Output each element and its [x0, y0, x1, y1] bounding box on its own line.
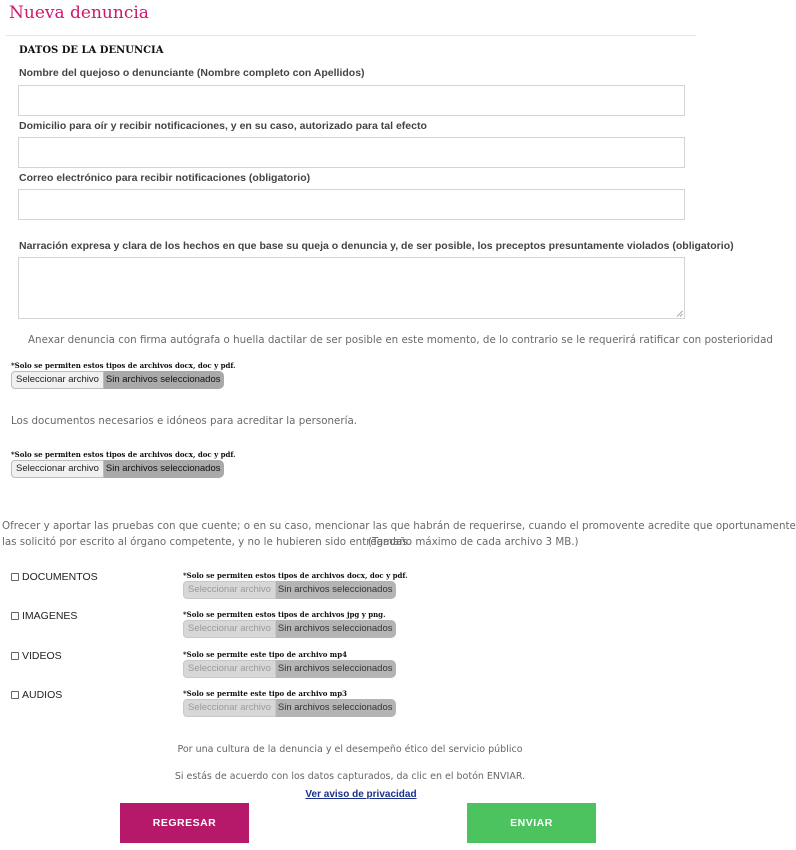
videos-file-note: *Solo se permite este tipo de archivo mp4	[183, 650, 347, 659]
personeria-file-note: *Solo se permiten estos tipos de archivos docx, doc y pdf.	[11, 450, 236, 459]
section-heading: DATOS DE LA DENUNCIA	[19, 45, 164, 56]
documentos-file-note: *Solo se permiten estos tipos de archivos docx, doc y pdf.	[183, 571, 408, 580]
audios-option[interactable]	[11, 689, 62, 701]
documentos-checkbox[interactable]	[11, 573, 19, 581]
privacy-notice-link[interactable]: Ver aviso de privacidad	[305, 789, 417, 800]
address-input[interactable]	[18, 137, 685, 168]
narration-label: Narración expresa y clara de los hechos en que base su queja o denuncia y, de ser posible, los preceptos presuntamente violados (obligatorio)	[19, 240, 734, 252]
annex-text: Anexar denuncia con firma autógrafa o huella dactilar de ser posible en este momento, de lo contrario se le requerirá ratificar con posterioridad	[28, 334, 773, 346]
footer-instruction: Si estás de acuerdo con los datos capturados, da clic en el botón ENVIAR.	[174, 771, 526, 782]
resize-grip-icon[interactable]	[676, 310, 683, 317]
videos-file-status: Sin archivos seleccionados	[276, 660, 396, 678]
narration-textarea[interactable]	[18, 257, 685, 319]
footer-slogan: Por una cultura de la denuncia y el desempeño ético del servicio público	[177, 744, 523, 755]
evidence-text-line-2: las solicitó por escrito al órgano competente, y no le hubieren sido entregadas.	[2, 536, 411, 548]
personeria-file-status: Sin archivos seleccionados	[104, 460, 224, 478]
documentos-file-status: Sin archivos seleccionados	[276, 581, 396, 599]
annex-select-file-button[interactable]: Seleccionar archivo	[11, 371, 104, 389]
name-input[interactable]	[18, 85, 685, 116]
audios-select-file-button[interactable]: Seleccionar archivo	[183, 699, 276, 717]
page-title: Nueva denuncia	[9, 3, 149, 23]
documentos-select-file-button[interactable]: Seleccionar archivo	[183, 581, 276, 599]
annex-file-status: Sin archivos seleccionados	[104, 371, 224, 389]
imagenes-file-status: Sin archivos seleccionados	[276, 620, 396, 638]
email-input[interactable]	[18, 189, 685, 220]
header-divider	[6, 35, 696, 36]
videos-label: VIDEOS	[22, 650, 62, 662]
imagenes-label: IMAGENES	[22, 610, 78, 622]
imagenes-file-picker[interactable]	[183, 620, 396, 638]
back-button[interactable]: REGRESAR	[120, 803, 249, 843]
imagenes-file-note: *Solo se permiten estos tipos de archivos jpg y png.	[183, 610, 386, 619]
documentos-option[interactable]	[11, 571, 98, 583]
address-label: Domicilio para oír y recibir notificaciones, y en su caso, autorizado para tal efecto	[19, 120, 427, 132]
personeria-text: Los documentos necesarios e idóneos para acreditar la personería.	[11, 415, 358, 427]
audios-file-picker[interactable]	[183, 699, 396, 717]
audios-file-status: Sin archivos seleccionados	[276, 699, 396, 717]
videos-checkbox[interactable]	[11, 652, 19, 660]
imagenes-checkbox[interactable]	[11, 612, 19, 620]
videos-select-file-button[interactable]: Seleccionar archivo	[183, 660, 276, 678]
annex-file-note: *Solo se permiten estos tipos de archivos docx, doc y pdf.	[11, 361, 236, 370]
personeria-file-picker[interactable]	[11, 460, 224, 478]
submit-button[interactable]: ENVIAR	[467, 803, 596, 843]
audios-label: AUDIOS	[22, 689, 63, 701]
documentos-label: DOCUMENTOS	[22, 571, 98, 583]
documentos-file-picker[interactable]	[183, 581, 396, 599]
imagenes-option[interactable]	[11, 610, 77, 622]
annex-file-picker[interactable]	[11, 371, 224, 389]
annex-text-clip	[28, 334, 773, 347]
personeria-select-file-button[interactable]: Seleccionar archivo	[11, 460, 104, 478]
videos-file-picker[interactable]	[183, 660, 396, 678]
audios-checkbox[interactable]	[11, 691, 19, 699]
evidence-max-size: (Tamaño máximo de cada archivo 3 MB.)	[368, 536, 579, 548]
imagenes-select-file-button[interactable]: Seleccionar archivo	[183, 620, 276, 638]
name-label: Nombre del quejoso o denunciante (Nombre completo con Apellidos)	[19, 67, 365, 79]
email-label: Correo electrónico para recibir notificaciones (obligatorio)	[19, 172, 311, 184]
audios-file-note: *Solo se permite este tipo de archivo mp3	[183, 689, 347, 698]
evidence-text-line-1: Ofrecer y aportar las pruebas con que cuente; o en su caso, mencionar las que habrán de requerirse, cuando el promovente acredite que oportunamente	[2, 520, 796, 532]
videos-option[interactable]	[11, 650, 62, 662]
